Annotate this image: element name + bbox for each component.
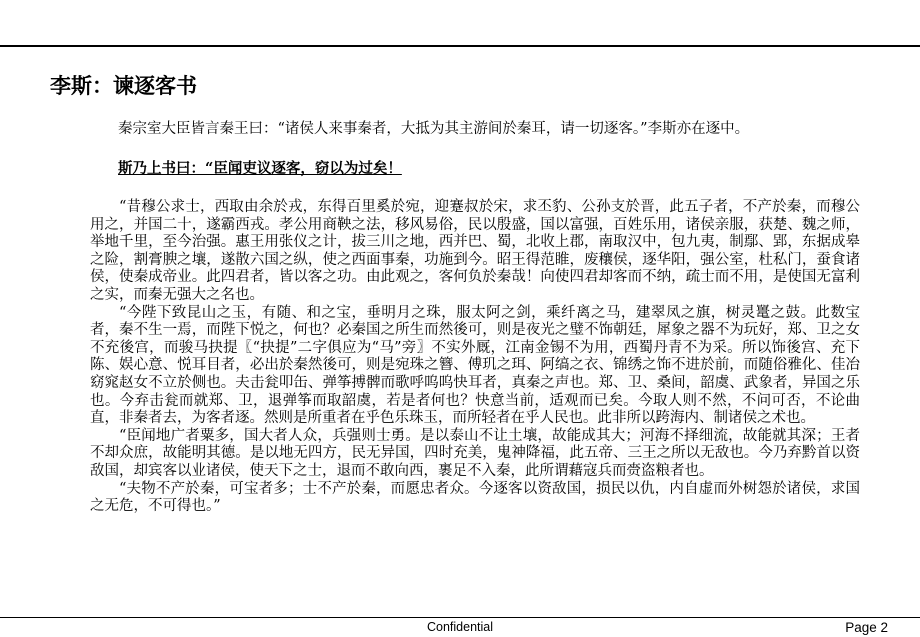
page-number: Page 2 xyxy=(845,620,888,635)
body-text xyxy=(90,199,860,516)
top-divider xyxy=(0,45,920,47)
section-subheading: 斯乃上书曰：“臣闻吏议逐客，窃以为过矣！ xyxy=(118,160,402,177)
paragraph-2: “今陛下致昆山之玉，有随、和之宝，垂明月之珠，服太阿之剑，乘纤离之马，建翠凤之旗，树灵鼍之鼓。此数宝者，秦不生一焉，而陛下悦之，何也？必秦国之所生而然後可，则是夜光之璧不饰朝廷，犀象之器不为玩好，郑、卫之女不充後宫，而骏马抉提〖“抉提”二字俱应为“马”旁〗不实外厩，江南金锡不为用，西蜀丹青不为采。所以饰後宫、充下陈、娱心意、悦耳目者，必出於秦然後可，则是宛珠之簪、傅玑之珥、阿缟之衣、锦绣之饰不进於前，而随俗雅化、佳冶窈窕赵女不立於侧也。夫击瓮叩缶、弹筝搏髀而歌呼呜呜快耳者，真秦之声也。郑、卫、桑间，韶虞、武象者，异国之乐也。今弃击瓮而就郑、卫，退弹筝而取韶虞，若是者何也？快意当前，适观而已矣。今取人则不然，不问可否，不论曲直，非秦者去，为客者逐。然则是所重者在乎色乐珠玉，而所轻者在乎人民也。此非所以跨海内、制诸侯之术也。 xyxy=(90,304,860,427)
paragraph-3: “臣闻地广者粟多，国大者人众，兵强则士勇。是以泰山不让土壤，故能成其大；河海不择细流，故能就其深；王者不却众庶，故能明其德。是以地无四方，民无异国，四时充美，鬼神降福，此五帝、三王之所以无敌也。今乃弃黔首以资敌国，却宾客以业诸侯，使天下之士，退而不敢向西，裹足不入秦，此所谓藉寇兵而赍盗粮者也。 xyxy=(90,427,860,479)
intro-paragraph: 秦宗室大臣皆言秦王曰：“诸侯人来事秦者，大抵为其主游间於秦耳，请一切逐客。”李斯亦在逐中。 xyxy=(118,121,750,137)
paragraph-4: “夫物不产於秦，可宝者多；士不产於秦，而愿忠者众。今逐客以资敌国，损民以仇，内自虚而外树怨於诸侯，求国之无危，不可得也。” xyxy=(90,480,860,515)
paragraph-1: “昔穆公求士，西取由余於戎，东得百里奚於宛，迎蹇叔於宋，求丕豹、公孙支於晋，此五子者，不产於秦，而穆公用之，并国二十，遂霸西戎。孝公用商鞅之法，移风易俗，民以殷盛，国以富强，百姓乐用，诸侯亲服，获楚、魏之师，举地千里，至今治强。惠王用张仪之计，拔三川之地，西并巴、蜀，北收上郡，南取汉中，包九夷，制鄢、郢，东据成皋之险，割膏腴之壤，遂散六国之纵，使之西面事秦，功施到今。昭王得范睢，废穰侯，逐华阳，强公室，杜私门，蚕食诸侯，使秦成帝业。此四君者，皆以客之功。由此观之，客何负於秦哉！向使四君却客而不纳，疏士而不用，是使国无富利之实，而秦无强大之名也。 xyxy=(90,199,860,303)
page-title: 李斯：谏逐客书 xyxy=(50,74,197,98)
confidential-label: Confidential xyxy=(426,620,493,634)
footer-divider xyxy=(0,617,920,618)
